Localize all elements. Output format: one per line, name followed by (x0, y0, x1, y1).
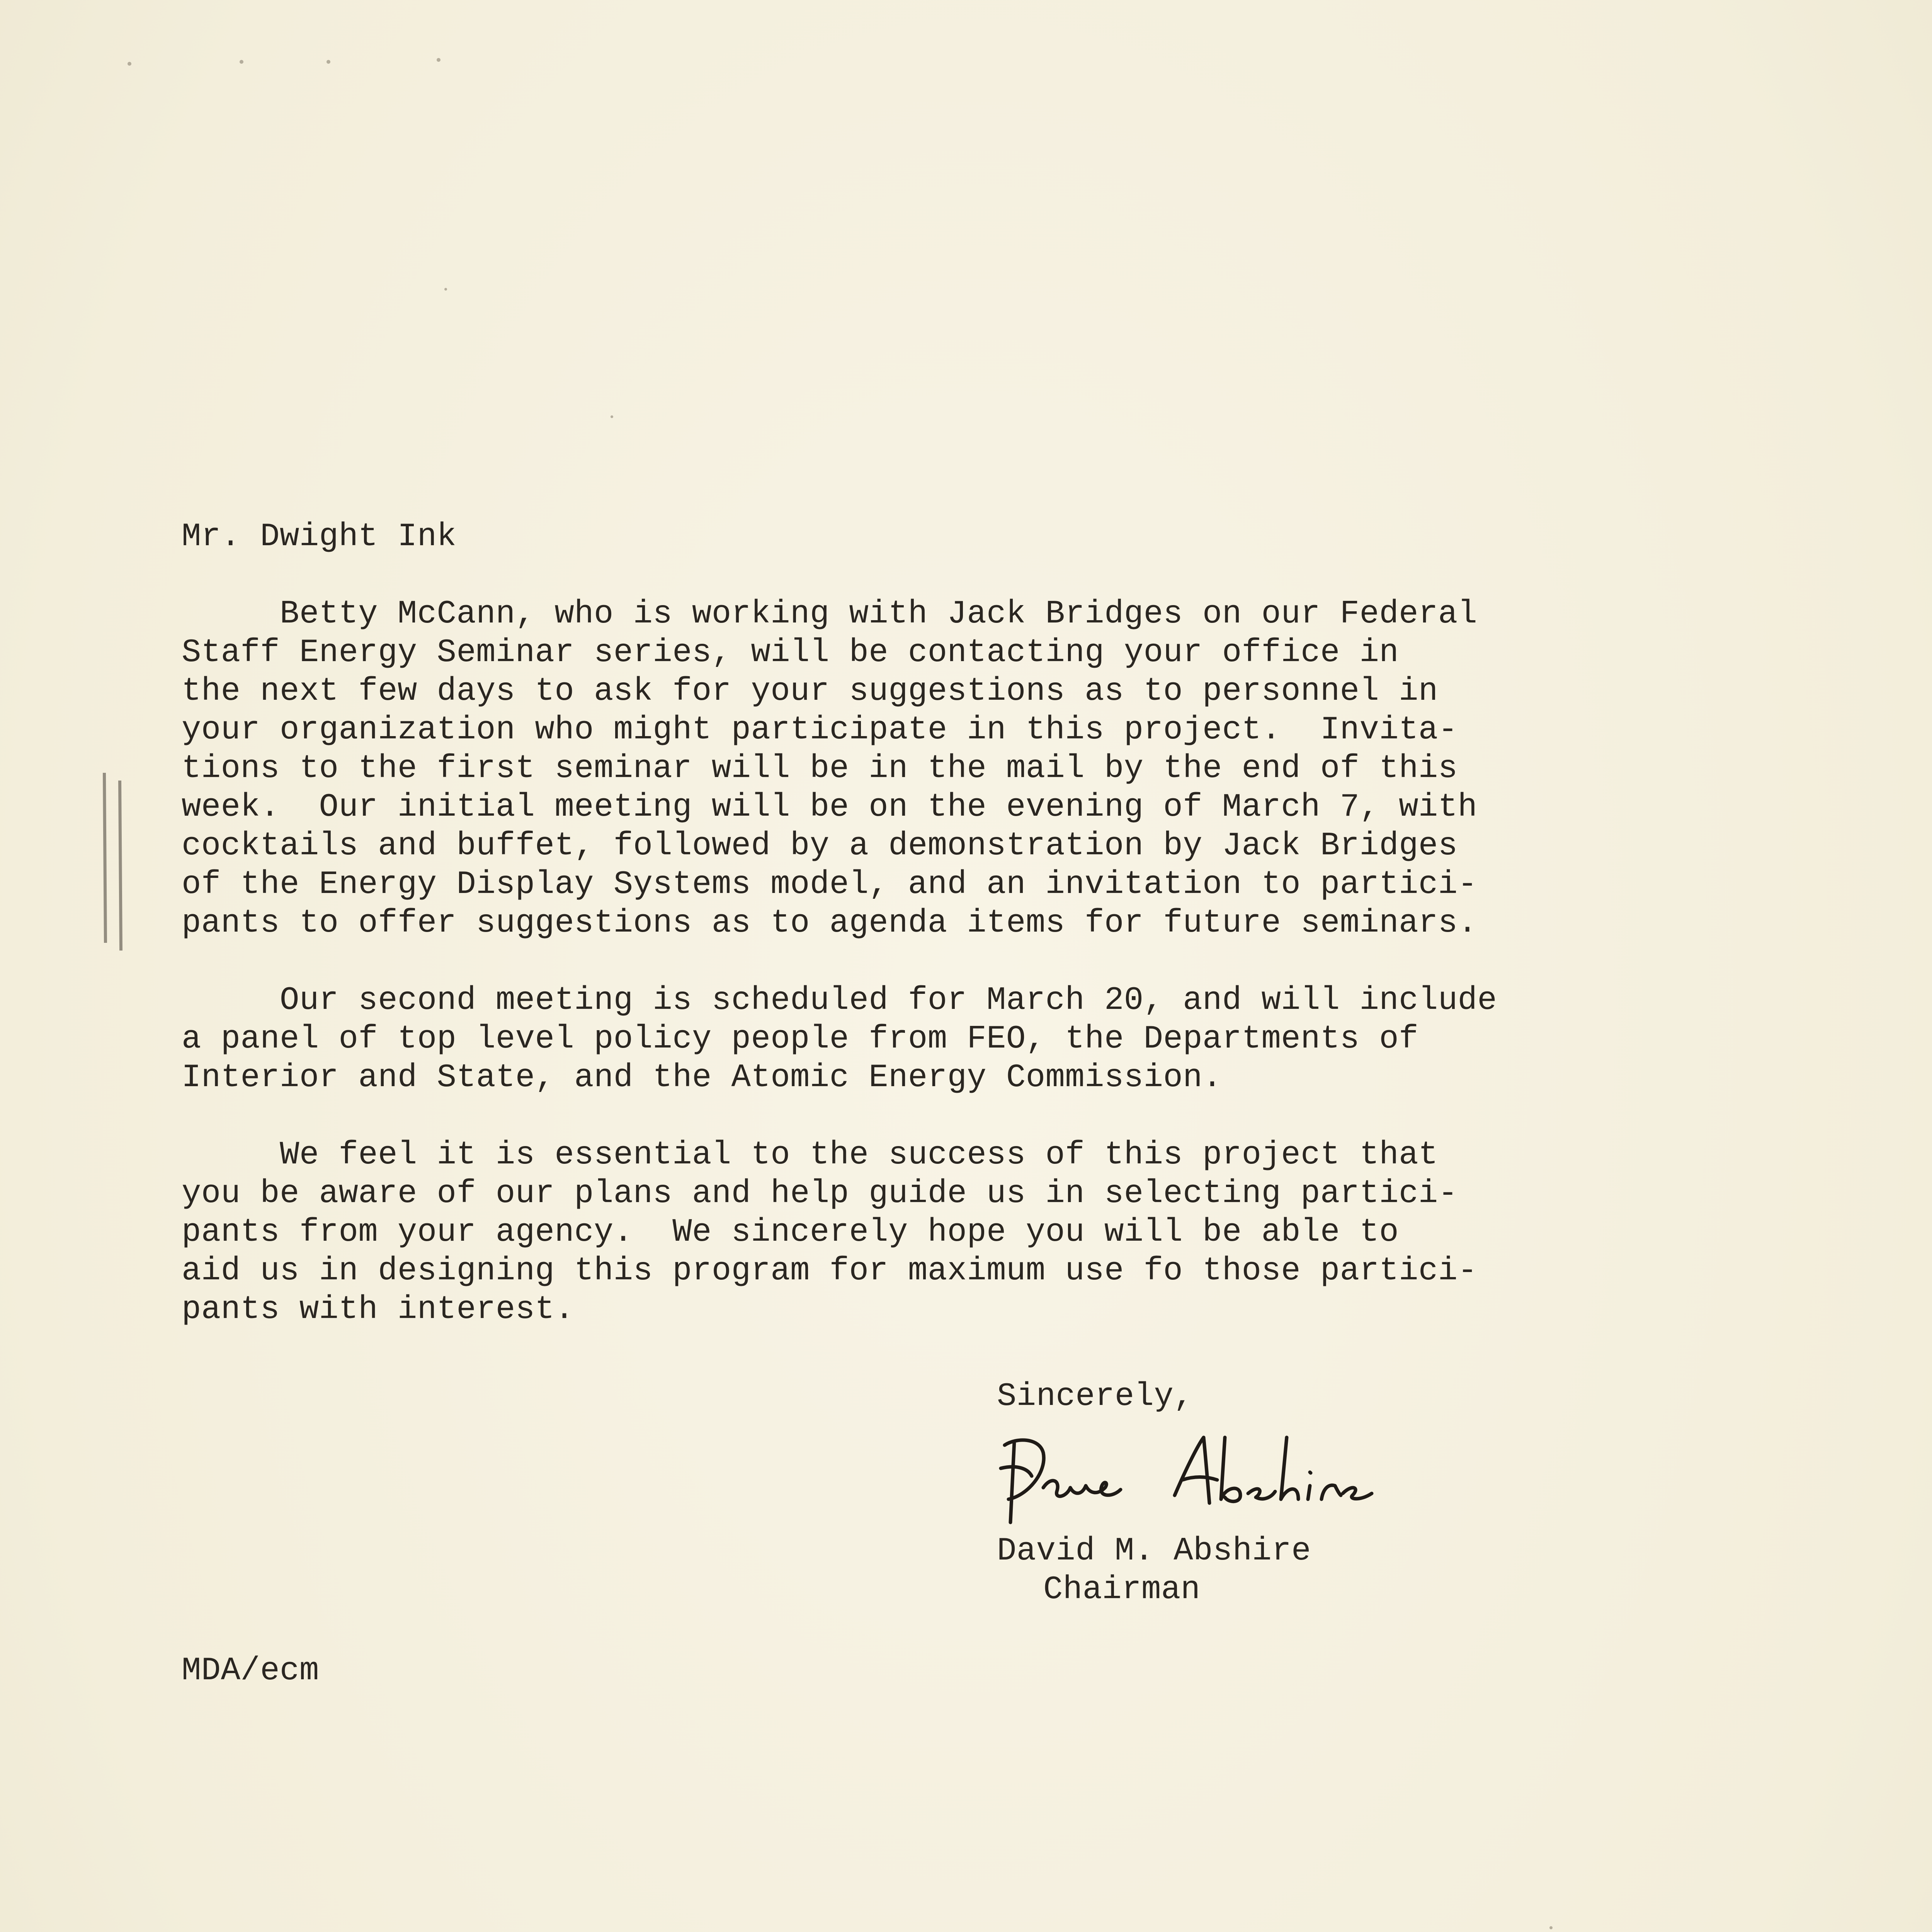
text-line: a panel of top level policy people from FEO, the Departments of (182, 1021, 1418, 1058)
handwritten-signature (993, 1422, 1418, 1538)
paper-speck (128, 62, 131, 66)
salutation: Mr. Dwight Ink (182, 519, 457, 555)
text-line: Betty McCann, who is working with Jack Bridges on our Federal (182, 596, 1478, 633)
text-line: Interior and State, and the Atomic Energy Commission. (182, 1060, 1222, 1096)
closing-text: Sincerely, (997, 1378, 1194, 1415)
text-line: We feel it is essential to the success of this project that (182, 1137, 1438, 1173)
paragraph-3 (182, 1136, 1781, 1329)
paragraph-1 (182, 595, 1781, 943)
paper-speck (1549, 1926, 1553, 1929)
letter-body (182, 518, 1781, 1368)
text-line: the next few days to ask for your suggestions as to personnel in (182, 673, 1438, 710)
text-line: Staff Energy Seminar series, will be contacting your office in (182, 634, 1399, 671)
text-line: pants from your agency. We sincerely hope you will be able to (182, 1214, 1399, 1251)
initials-text: MDA/ecm (182, 1653, 319, 1689)
text-line: you be aware of our plans and help guide us in selecting partici- (182, 1175, 1458, 1212)
margin-marks (99, 773, 129, 951)
text-line: tions to the first seminar will be in the mail by the end of this (182, 750, 1458, 787)
text-line: week. Our initial meeting will be on the evening of March 7, with (182, 789, 1478, 826)
paper-speck (611, 415, 613, 418)
typist-initials (182, 1652, 319, 1690)
text-line: your organization who might participate in this project. Invita- (182, 712, 1458, 748)
signer-name (997, 1532, 1311, 1571)
paper-speck (444, 288, 447, 291)
signer-title-text: Chairman (1043, 1571, 1201, 1608)
text-line: pants with interest. (182, 1291, 575, 1328)
paragraph-2 (182, 981, 1781, 1097)
paper-speck (327, 60, 330, 64)
signer-title (1043, 1571, 1200, 1609)
signer-name-text: David M. Abshire (997, 1533, 1311, 1570)
text-line: pants to offer suggestions as to agenda items for future seminars. (182, 905, 1478, 942)
text-line: of the Energy Display Systems model, and an invitation to partici- (182, 866, 1478, 903)
paper-speck (437, 58, 440, 62)
closing (997, 1378, 1193, 1416)
paper-speck (240, 60, 243, 64)
text-line: cocktails and buffet, followed by a demonstration by Jack Bridges (182, 828, 1458, 864)
text-line: Our second meeting is scheduled for March 20, and will include (182, 982, 1497, 1019)
text-line: aid us in designing this program for maximum use fo those partici- (182, 1253, 1478, 1289)
